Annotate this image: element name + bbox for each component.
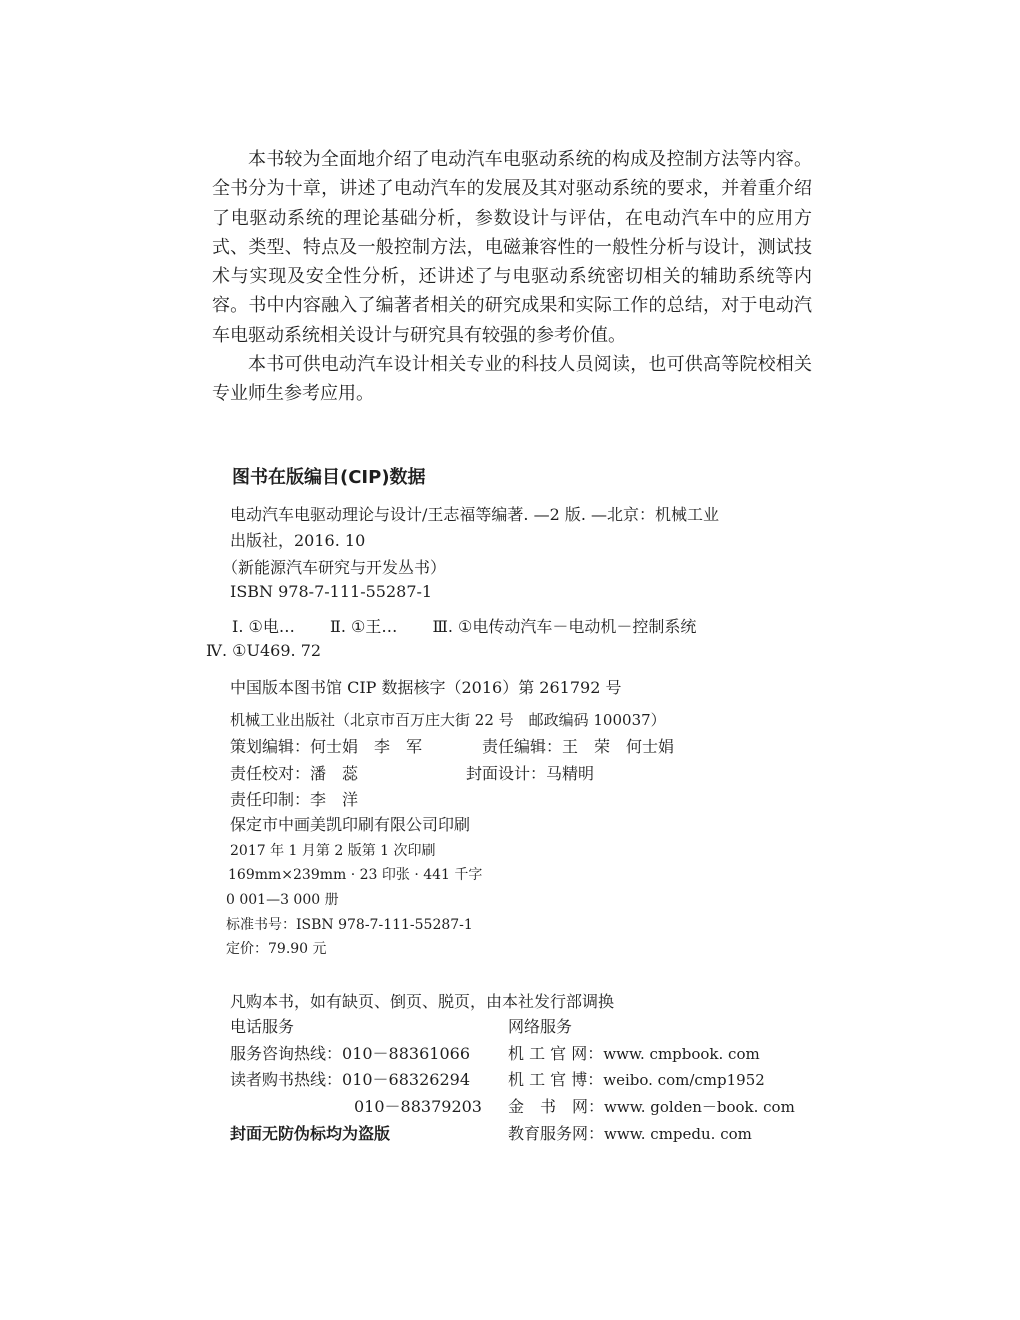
cip-class-3: Ⅲ. ①电传动汽车－电动机－控制系统 <box>432 617 697 636</box>
intro-paragraph-2: 本书可供电动汽车设计相关专业的科技人员阅读，也可供高等院校相关专业师生参考应用。 <box>212 354 812 405</box>
publisher-address: 机械工业出版社（北京市百万庄大街 22 号 邮政编码 100037） <box>230 711 666 729</box>
standard-number: 标准书号：ISBN 978-7-111-55287-1 <box>226 917 473 933</box>
print-supervisor: 李 洋 <box>310 790 359 809</box>
web-row-1 <box>508 1041 760 1064</box>
cip-class-4: Ⅳ. ①U469. 72 <box>206 641 322 660</box>
web-row-4 <box>508 1121 752 1144</box>
cip-title: 图书在版编目(CIP)数据 <box>232 467 426 488</box>
web-3-label: 金 书 网： <box>508 1097 605 1116</box>
format: 169mm×239mm · 23 印张 · 441 千字 <box>228 867 483 883</box>
proofreader-row <box>230 761 358 784</box>
responsible-editor-label: 责任编辑： <box>482 737 563 756</box>
cip-catalog-note: 中国版本图书馆 CIP 数据核字（2016）第 261792 号 <box>230 678 622 697</box>
planning-editor-label: 策划编辑： <box>230 737 311 756</box>
cover-design-row <box>466 761 594 784</box>
responsible-editor-row <box>482 734 674 757</box>
responsible-editor: 王 荣 何士娟 <box>562 737 675 756</box>
web-2-label: 机 工 官 博： <box>508 1070 604 1089</box>
print-supervisor-row <box>230 787 358 810</box>
cip-class-1: Ⅰ. ①电… <box>232 617 295 636</box>
print-supervisor-label: 责任印制： <box>230 790 311 809</box>
reader-hotline: 010－68326294 <box>342 1070 470 1089</box>
proofreader-label: 责任校对： <box>230 764 311 783</box>
book-introduction <box>212 145 812 409</box>
planning-editor-row <box>230 734 422 757</box>
edition: 2017 年 1 月第 2 版第 1 次印刷 <box>230 843 436 859</box>
cover-design: 马精明 <box>546 764 595 783</box>
web-service-heading: 网络服务 <box>508 1017 573 1036</box>
intro-paragraph-1: 本书较为全面地介绍了电动汽车电驱动系统的构成及控制方法等内容。全书分为十章，讲述了电动汽车的发展及其对驱动系统的要求，并着重介绍了电驱动系统的理论基础分析，参数设计与评估，在电动汽车中的应用方式、类型、特点及一般控制方法，电磁兼容性的一般性分析与设计，测试技术与实现及安全性分析，还讲述了与电驱动系统密切相关的辅助系统等内容。书中内容融入了编著者相关的研究成果和实际工作的总结，对于电动汽车电驱动系统相关设计与研究具有较强的参考价值。 <box>212 149 812 346</box>
cip-classification <box>232 614 696 637</box>
cip-line-3: （新能源汽车研究与开发丛书） <box>222 558 447 577</box>
web-row-2 <box>508 1067 765 1090</box>
web-2-link[interactable]: weibo. com/cmp1952 <box>603 1071 765 1089</box>
price: 定价：79.90 元 <box>226 941 327 957</box>
cip-class-2: Ⅱ. ①王… <box>329 617 398 636</box>
web-1-link[interactable]: www. cmpbook. com <box>603 1045 760 1063</box>
web-4-link[interactable]: www. cmpedu. com <box>604 1125 752 1143</box>
reader-hotline-label: 读者购书热线： <box>230 1070 343 1089</box>
cip-line-2: 出版社，2016. 10 <box>230 531 366 550</box>
anti-piracy-note: 封面无防伪标均为盗版 <box>230 1124 391 1143</box>
web-3-link[interactable]: www. golden－book. com <box>604 1098 795 1116</box>
web-row-3 <box>508 1094 795 1117</box>
extra-phone: 010－88379203 <box>354 1097 482 1116</box>
cover-design-label: 封面设计： <box>466 764 547 783</box>
planning-editor: 何士娟 李 军 <box>310 737 423 756</box>
phone-service-heading: 电话服务 <box>230 1017 295 1036</box>
consult-hotline: 010－88361066 <box>342 1044 470 1063</box>
consult-hotline-label: 服务咨询热线： <box>230 1044 343 1063</box>
web-1-label: 机 工 官 网： <box>508 1044 604 1063</box>
cip-line-1: 电动汽车电驱动理论与设计/王志福等编著. —2 版. —北京：机械工业 <box>230 505 720 524</box>
proofreader: 潘 蕊 <box>310 764 359 783</box>
consult-hotline-row <box>230 1041 470 1064</box>
print-run: 0 001—3 000 册 <box>226 892 339 908</box>
web-4-label: 教育服务网： <box>508 1124 605 1143</box>
reader-hotline-row <box>230 1067 470 1090</box>
cip-isbn: ISBN 978-7-111-55287-1 <box>230 582 433 601</box>
printer: 保定市中画美凯印刷有限公司印刷 <box>230 815 471 834</box>
exchange-note: 凡购本书，如有缺页、倒页、脱页，由本社发行部调换 <box>230 992 615 1011</box>
